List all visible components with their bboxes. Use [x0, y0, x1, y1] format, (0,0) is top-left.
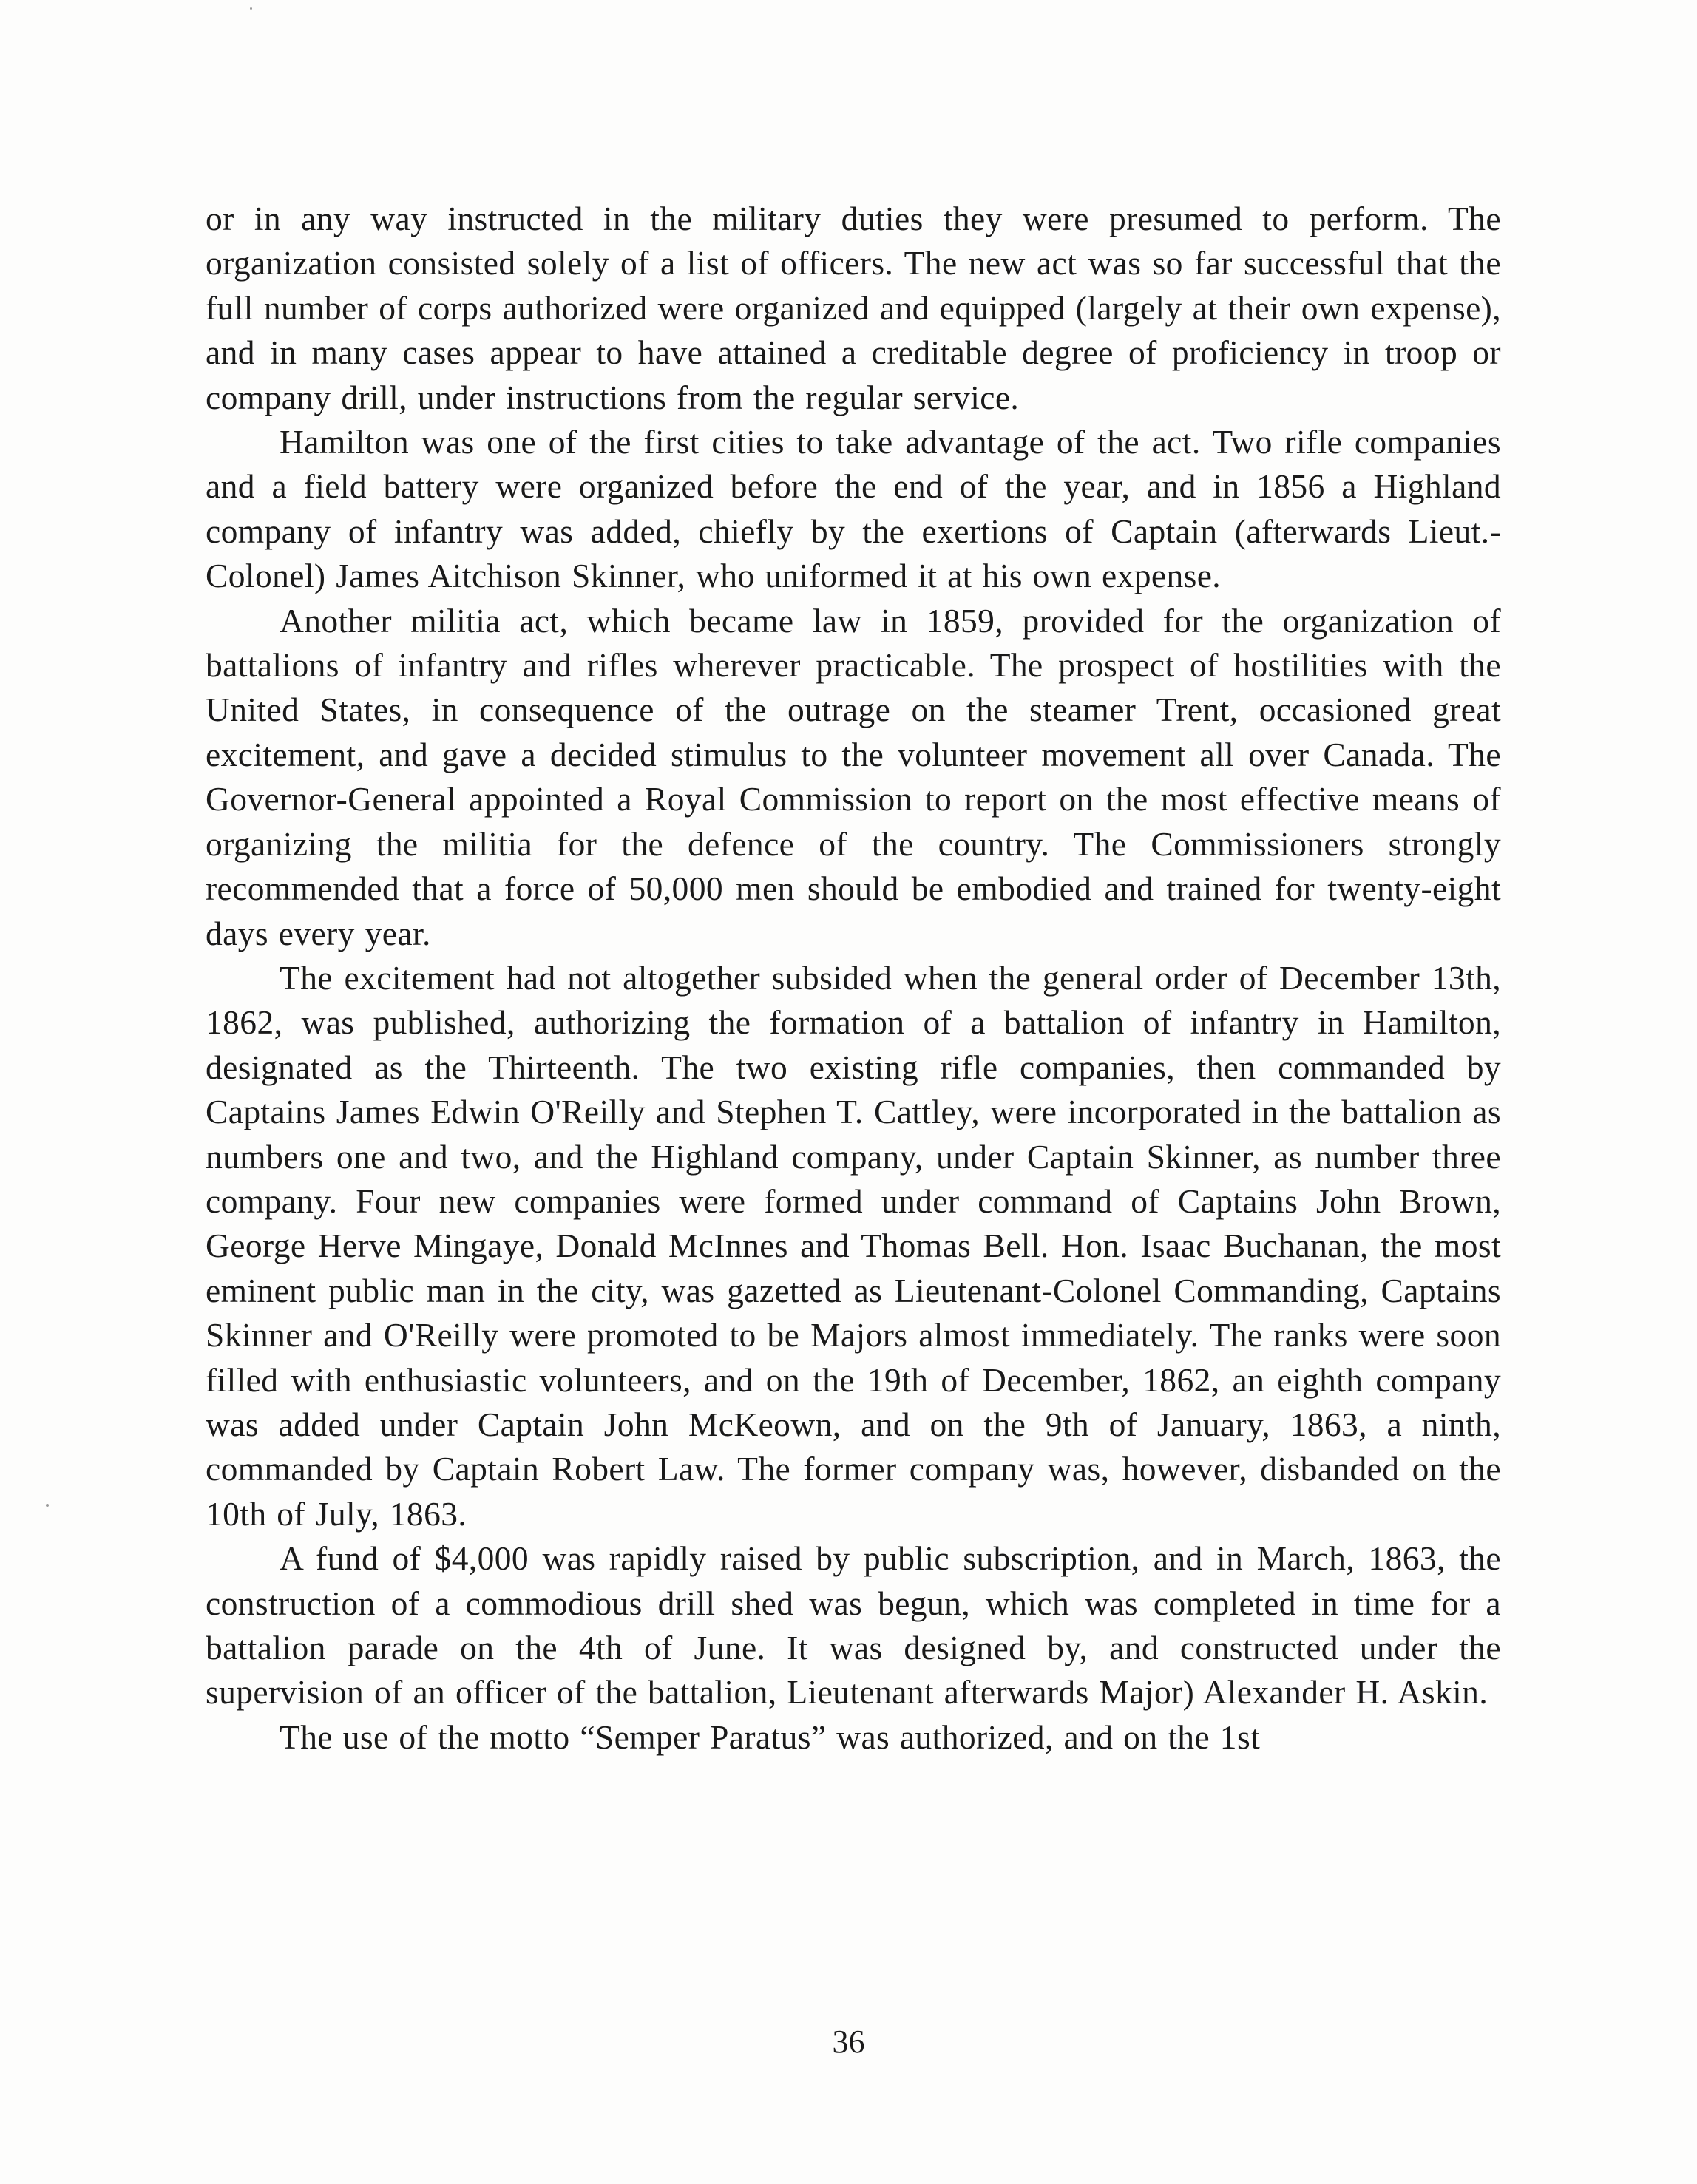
paragraph-continuation: or in any way instructed in the military duties they were presumed to perform. The organization consisted solely of a list of officers. The new act was so far successful that the full number of corps authorized were organized and equipped (largely at their own expense), and in many cases appear to have attained a creditable degree of proficiency in troop or company drill, under instructions from the regular service. [206, 200, 1501, 416]
paragraph-motto: The use of the motto “Semper Paratus” was authorized, and on the 1st [280, 1717, 1261, 1756]
page-number: 36 [832, 2024, 865, 2060]
scan-speck [46, 1504, 49, 1507]
paragraph-hamilton: Hamilton was one of the first cities to take advantage of the act. Two rifle companies and a field battery were organized before the end of the year, and in 1856 a Highland company of infantry was added, chiefly by the exertions of Captain (afterwards Lieut.-Colonel) James Aitchison Skinner, who uniformed it at his own expense. [206, 423, 1501, 595]
scan-speck [250, 7, 252, 10]
body-text [206, 197, 1501, 1760]
paragraph-militia-act: Another militia act, which became law in 1859, provided for the organization of battalions of infantry and rifles wherever practicable. The prospect of hostilities with the United States, in consequence of the outrage on the steamer Trent, occasioned great excitement, and gave a decided stimulus to the volunteer movement all over Canada. The Governor-General appointed a Royal Commission to report on the most effective means of organizing the militia for the defence of the country. The Commissioners strongly recommended that a force of 50,000 men should be embodied and trained for twenty-eight days every year. [206, 601, 1501, 952]
paragraph-thirteenth-battalion: The excitement had not altogether subsided when the general order of December 13th, 1862, was published, authorizing the formation of a battalion of infantry in Hamilton, designated as the Thirteenth. The two existing rifle companies, then commanded by Captains James Edwin O'Reilly and Stephen T. Cattley, were incorporated in the battalion as numbers one and two, and the Highland company, under Captain Skinner, as number three company. Four new companies were formed under command of Captains John Brown, George Herve Mingaye, Donald McInnes and Thomas Bell. Hon. Isaac Buchanan, the most eminent public man in the city, was gazetted as Lieutenant-Colonel Commanding, Captains Skinner and O'Reilly were promoted to be Majors almost immediately. The ranks were soon filled with enthusiastic volunteers, and on the 19th of December, 1862, an eighth company was added under Captain John McKeown, and on the 9th of January, 1863, a ninth, commanded by Captain Robert Law. The former company was, however, disbanded on the 10th of July, 1863. [206, 958, 1501, 1533]
paragraph-drill-shed: A fund of $4,000 was rapidly raised by public subscription, and in March, 1863, the construction of a commodious drill shed was begun, which was completed in time for a battalion parade on the 4th of June. It was designed by, and constructed under the supervision of an officer of the battalion, Lieutenant afterwards Major) Alexander H. Askin. [206, 1539, 1501, 1712]
